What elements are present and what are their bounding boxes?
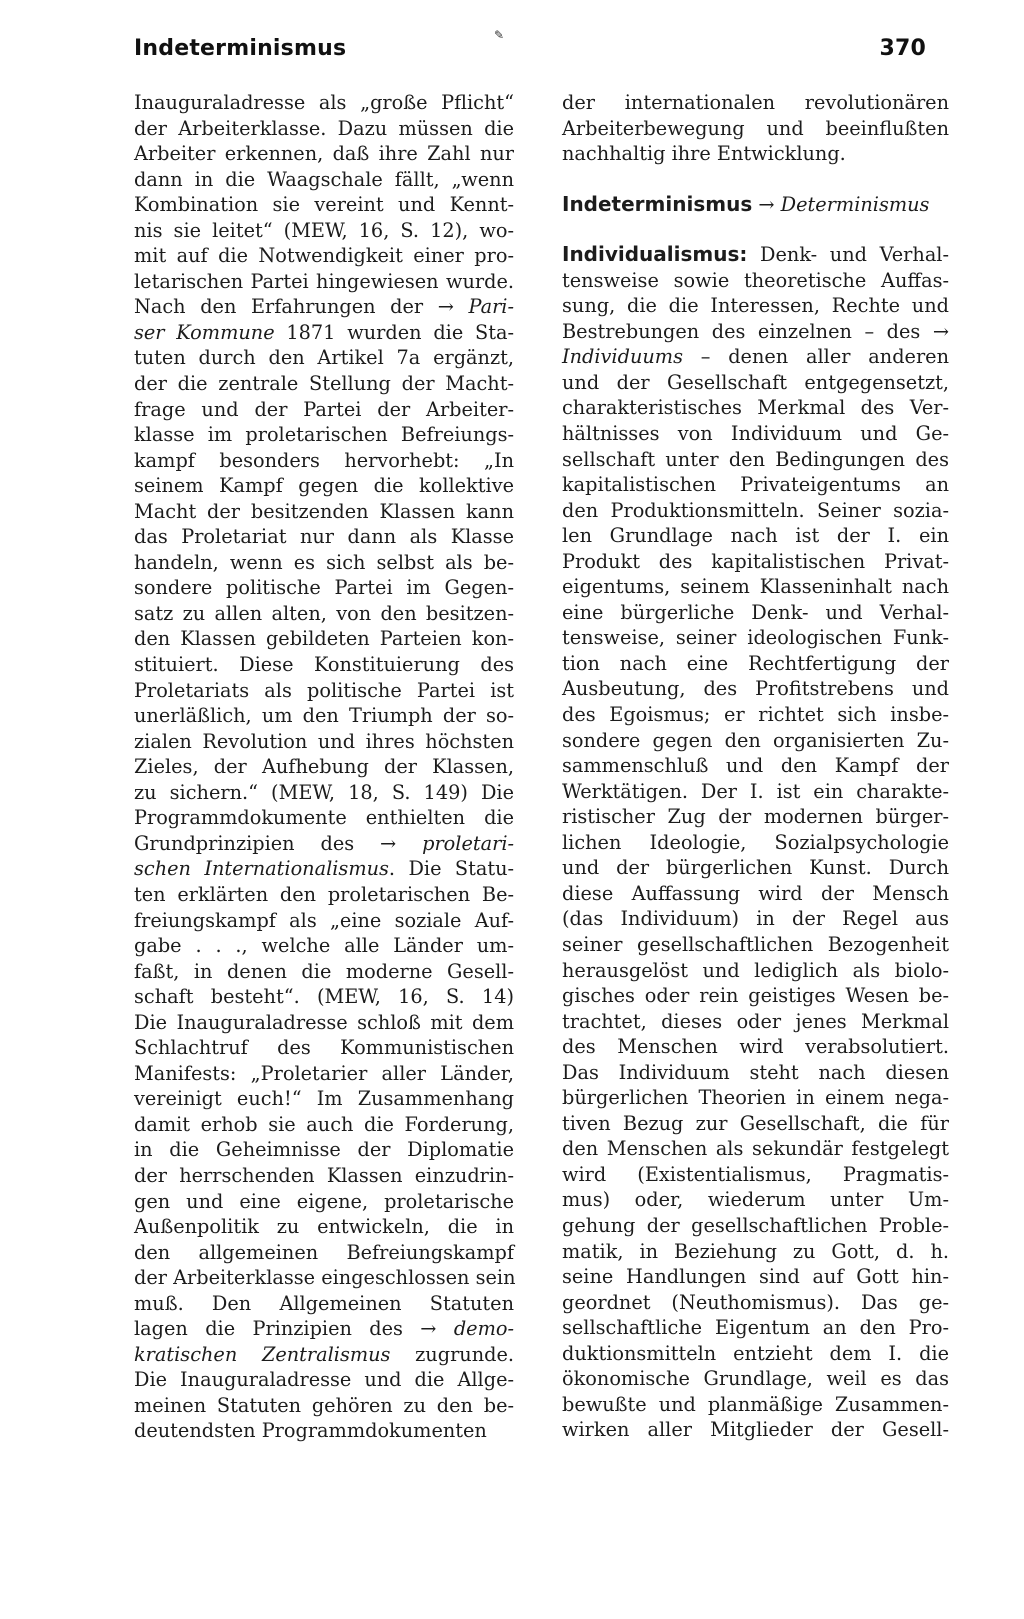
text-line: Außenpolitik zu entwickeln, die in xyxy=(134,1215,514,1239)
text-line: charakteristisches Merkmal des Ver- xyxy=(562,396,949,420)
text-line: gabe . . ., welche alle Länder um- xyxy=(134,934,514,958)
text-line: nachhaltig ihre Entwicklung. xyxy=(562,142,846,166)
text-line: Grundprinzipien des → proletari- xyxy=(134,831,514,855)
text-line: faßt, in denen die moderne Gesell- xyxy=(134,959,514,983)
text-line: gisches oder rein geistiges Wesen be- xyxy=(562,984,949,1008)
entry-text: Denk- und Verhal- xyxy=(760,243,949,267)
text-line: gen und eine eigene, proletarische xyxy=(134,1189,514,1213)
text-line: der Arbeiterklasse eingeschlossen sein xyxy=(134,1266,516,1290)
text-line: dann in die Waagschale fällt, „wenn xyxy=(134,167,514,191)
margin-mark: ✎ xyxy=(494,28,505,42)
page-number: 370 xyxy=(879,36,926,61)
text-line: hältnisses von Individuum und Ge- xyxy=(562,422,949,446)
text-line: Die Inauguraladresse schloß mit dem xyxy=(134,1010,514,1034)
text-line: wird (Existentialismus, Pragmatis- xyxy=(562,1162,949,1186)
text-line: und der Gesellschaft entgegensetzt, xyxy=(562,370,949,394)
text-line: Bestrebungen des einzelnen – des → xyxy=(562,319,949,343)
text-line: seinem Kampf gegen die kollektive xyxy=(134,474,514,498)
entry-individualismus-body xyxy=(562,268,949,1443)
text-line: seiner gesellschaftlichen Bezogenheit xyxy=(562,932,949,956)
text-line: stituiert. Diese Konstituierung des xyxy=(134,653,514,677)
text-line: kampf besonders hervorhebt: „In xyxy=(134,448,514,472)
text-line: und der bürgerlichen Kunst. Durch xyxy=(562,856,949,880)
text-line: Werktätigen. Der I. ist ein charakte- xyxy=(562,779,949,803)
text-line: ser Kommune 1871 wurden die Sta- xyxy=(134,320,514,344)
text-line: Das Individuum steht nach diesen xyxy=(562,1060,949,1084)
text-line: Kombination sie vereint und Kennt- xyxy=(134,193,514,217)
text-line: schen Internationalismus. Die Statu- xyxy=(134,857,514,881)
text-line: trachtet, dieses oder jenes Merkmal xyxy=(562,1009,949,1033)
text-line: lichen Ideologie, Sozialpsychologie xyxy=(562,830,949,854)
text-line: duktionsmitteln entzieht dem I. die xyxy=(562,1341,949,1365)
text-line: Proletariats als politische Partei ist xyxy=(134,678,514,702)
text-line: Produkt des kapitalistischen Privat- xyxy=(562,549,949,573)
text-line: tiven Bezug zur Gesellschaft, die für xyxy=(562,1111,949,1135)
text-line: zialen Revolution und ihres höchsten xyxy=(134,729,514,753)
text-line: letarischen Partei hingewiesen wurde. xyxy=(134,269,514,293)
text-line: tensweise, seiner ideologischen Funk- xyxy=(562,626,949,650)
text-line: den allgemeinen Befreiungskampf xyxy=(134,1240,514,1264)
left-column xyxy=(134,90,514,1444)
text-line: lagen die Prinzipien des → demo- xyxy=(134,1317,514,1341)
cross-reference-arrow: → xyxy=(758,192,775,216)
text-line: nis sie leitet“ (MEW, 16, S. 12), wo- xyxy=(134,218,514,242)
text-line: frage und der Partei der Arbeiter- xyxy=(134,397,514,421)
text-line: gehung der gesellschaftlichen Proble- xyxy=(562,1213,949,1237)
cross-reference-determinismus: Determinismus xyxy=(780,192,930,216)
text-line: wirken aller Mitglieder der Gesell- xyxy=(562,1418,949,1442)
entry-indeterminismus xyxy=(562,192,949,218)
text-line: bürgerlichen Theorien in einem nega- xyxy=(562,1086,949,1110)
text-line: muß. Den Allgemeinen Statuten xyxy=(134,1291,514,1315)
text-line: in die Geheimnisse der Diplomatie xyxy=(134,1138,514,1162)
text-line: geordnet (Neuthomismus). Das ge- xyxy=(562,1290,949,1314)
text-line: sondere politische Partei im Gegen- xyxy=(134,576,514,600)
text-line: satz zu allen alten, von den besitzen- xyxy=(134,601,514,625)
text-line: Nach den Erfahrungen der → Pari- xyxy=(134,295,514,319)
text-line: mit auf die Notwendigkeit einer pro- xyxy=(134,244,514,268)
text-line: sammenschluß und den Kampf der xyxy=(562,754,949,778)
text-line: seine Handlungen sind auf Gott hin- xyxy=(562,1265,949,1289)
text-line: des Menschen wird verabsolutiert. xyxy=(562,1035,949,1059)
text-line: sellschaftliche Eigentum an den Pro- xyxy=(562,1316,949,1340)
text-line: der internationalen revolutionären xyxy=(562,91,949,114)
text-line: sung, die die Interessen, Rechte und xyxy=(562,294,949,318)
text-line: bewußte und planmäßige Zusammen- xyxy=(562,1392,949,1416)
text-line: der Arbeiterklasse. Dazu müssen die xyxy=(134,116,514,140)
text-line: Ausbeutung, des Profitstrebens und xyxy=(562,677,949,701)
text-line: Arbeiterbewegung und beeinflußten xyxy=(562,116,949,140)
text-line: eigentums, seinem Klasseninhalt nach xyxy=(562,575,949,599)
text-line: vereinigt euch!“ Im Zusammenhang xyxy=(134,1087,514,1111)
text-line: Zieles, der Aufhebung der Klassen, xyxy=(134,755,514,779)
text-line: den Produktionsmitteln. Seiner sozia- xyxy=(562,498,949,522)
text-line: damit erhob sie auch die Forderung, xyxy=(134,1112,514,1136)
text-line: matik, in Beziehung zu Gott, d. h. xyxy=(562,1239,949,1263)
text-line: der herrschenden Klassen einzudrin- xyxy=(134,1163,514,1187)
text-line: freiungskampf als „eine soziale Auf- xyxy=(134,908,514,932)
text-line: klasse im proletarischen Befreiungs- xyxy=(134,423,514,447)
right-column xyxy=(562,90,949,1443)
headword-individualismus: Individualismus: xyxy=(562,242,748,267)
text-line: sellschaft unter den Bedingungen des xyxy=(562,447,949,471)
text-line: eine bürgerliche Denk- und Verhal- xyxy=(562,600,949,624)
text-line: len Grundlage nach ist der I. ein xyxy=(562,524,949,548)
text-line: handeln, wenn es sich selbst als be- xyxy=(134,550,514,574)
text-line: Manifests: „Proletarier aller Länder, xyxy=(134,1061,514,1085)
text-line: diese Auffassung wird der Mensch xyxy=(562,881,949,905)
text-line: kapitalistischen Privateigentums an xyxy=(562,473,949,497)
continuation-text xyxy=(562,90,949,167)
text-line: ten erklärten den proletarischen Be- xyxy=(134,882,514,906)
text-line: meinen Statuten gehören zu den be- xyxy=(134,1393,514,1417)
text-line: Arbeiter erkennen, daß ihre Zahl nur xyxy=(134,142,514,166)
text-line: unerläßlich, um den Triumph der so- xyxy=(134,704,514,728)
text-line: der die zentrale Stellung der Macht- xyxy=(134,372,514,396)
running-title: Indeterminismus xyxy=(134,36,347,61)
text-line: (das Individuum) in der Regel aus xyxy=(562,907,949,931)
text-line: zu sichern.“ (MEW, 18, S. 149) Die xyxy=(134,780,514,804)
text-line: Inauguraladresse als „große Pflicht“ xyxy=(134,91,514,114)
text-line: Die Inauguraladresse und die Allge- xyxy=(134,1368,514,1392)
headword-indeterminismus: Indeterminismus xyxy=(562,191,753,216)
text-line: kratischen Zentralismus zugrunde. xyxy=(134,1342,514,1366)
text-line: herausgelöst und lediglich als biolo- xyxy=(562,958,949,982)
text-line: sondere gegen den organisierten Zu- xyxy=(562,728,949,752)
text-line: mus) oder, wiederum unter Um- xyxy=(562,1188,949,1212)
text-line: den Menschen als sekundär festgelegt xyxy=(562,1137,949,1161)
text-line: schaft besteht“. (MEW, 16, S. 14) xyxy=(134,985,514,1009)
text-line: tion nach eine Rechtfertigung der xyxy=(562,651,949,675)
text-line: ökonomische Grundlage, weil es das xyxy=(562,1367,949,1391)
text-line: tuten durch den Artikel 7a ergänzt, xyxy=(134,346,514,370)
text-line: Programmdokumente enthielten die xyxy=(134,806,514,830)
text-line: Schlachtruf des Kommunistischen xyxy=(134,1036,514,1060)
text-line: Individuums – denen aller anderen xyxy=(562,345,949,369)
text-line: deutendsten Programmdokumenten xyxy=(134,1419,487,1443)
text-line: das Proletariat nur dann als Klasse xyxy=(134,525,514,549)
text-line: des Egoismus; er richtet sich insbe- xyxy=(562,703,949,727)
entry-individualismus-first-line xyxy=(562,242,949,268)
text-line: ristischer Zug der modernen bürger- xyxy=(562,805,949,829)
text-line: tensweise sowie theoretische Auffas- xyxy=(562,268,949,292)
text-line: Macht der besitzenden Klassen kann xyxy=(134,499,514,523)
text-line: den Klassen gebildeten Parteien kon- xyxy=(134,627,514,651)
